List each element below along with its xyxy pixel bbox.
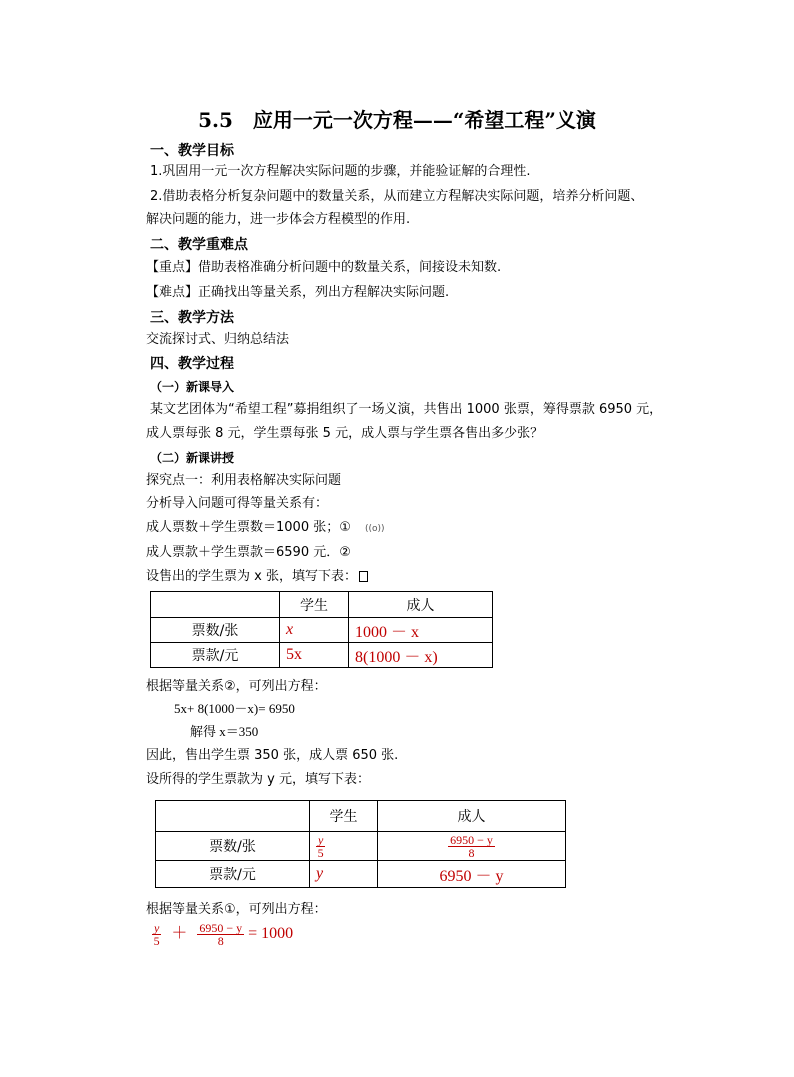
table-x-cell-adult-count: 1000 － x xyxy=(349,618,493,643)
frac-num: y xyxy=(318,832,324,847)
relation-2: 成人票款＋学生票款＝6590 元．② xyxy=(146,545,351,560)
table-x-cell-student-money: 5x xyxy=(280,643,349,668)
section-heading-process: 四、教学过程 xyxy=(150,356,234,372)
objective-2a: 2.借助表格分析复杂问题中的数量关系，从而建立方程解决实际问题，培养分析问题、 xyxy=(150,189,644,204)
fraction-y-over-5-final xyxy=(152,922,161,947)
set-y-text: 设所得的学生票款为 y 元，填写下表： xyxy=(146,772,370,787)
difficult-point: 【难点】正确找出等量关系，列出方程解决实际问题. xyxy=(146,285,450,300)
explore-point: 探究点一：利用表格解决实际问题 xyxy=(146,473,342,488)
intro-problem-a: 某文艺团体为“希望工程”募捐组织了一场义演，共售出 1000 张票，筹得票款 6950 元， xyxy=(150,402,663,417)
table-x-header-student: 学生 xyxy=(280,592,349,618)
table-y-header-student: 学生 xyxy=(310,801,378,832)
frac-num: 6950 − y xyxy=(199,920,243,935)
fraction-adult-final xyxy=(197,922,244,947)
placeholder-box-icon xyxy=(359,571,368,582)
subheading-intro: （一）新课导入 xyxy=(150,380,235,394)
fraction-adult-count xyxy=(448,834,495,859)
frac-den: 5 xyxy=(317,845,324,860)
set-x-label: 设售出的学生票为 x 张，填写下表： xyxy=(146,569,357,584)
table-y-header-adult: 成人 xyxy=(378,801,566,832)
table-x-header-adult: 成人 xyxy=(349,592,493,618)
section-heading-keypoints: 二、教学重难点 xyxy=(150,237,248,253)
subheading-lecture: （二）新课讲授 xyxy=(150,451,235,465)
section-heading-objectives: 一、教学目标 xyxy=(150,143,234,159)
table-x-cell-student-count: x xyxy=(280,618,349,643)
solution-1: 解得 x＝350 xyxy=(190,724,259,739)
section-heading-methods: 三、教学方法 xyxy=(150,310,234,326)
by-relation-2: 根据等量关系②，可列出方程： xyxy=(146,679,327,694)
table-y-corner xyxy=(156,801,310,832)
table-x-cell-adult-money: 8(1000 － x) xyxy=(349,643,493,668)
table-y-cell-adult-count xyxy=(378,832,566,861)
frac-den: 5 xyxy=(153,933,160,948)
table-x-row-money: 票款/元 xyxy=(151,643,280,668)
frac-num: y xyxy=(154,920,160,935)
methods-text: 交流探讨式、归纳总结法 xyxy=(146,332,290,347)
frac-den: 8 xyxy=(217,933,224,948)
analysis-text: 分析导入问题可得等量关系有： xyxy=(146,496,329,511)
key-point: 【重点】借助表格准确分析问题中的数量关系，间接设未知数. xyxy=(146,260,502,275)
relation-1 xyxy=(146,518,385,539)
set-x-text xyxy=(146,567,368,587)
signal-icon: ((o)) xyxy=(365,524,385,534)
table-y-row-count: 票数/张 xyxy=(156,832,310,861)
table-y-row-money: 票款/元 xyxy=(156,861,310,888)
table-y xyxy=(155,800,566,888)
fraction-y-over-5 xyxy=(316,834,325,859)
page-title: 5.5 应用一元一次方程——“希望工程”义演 xyxy=(198,108,596,132)
conclusion: 因此，售出学生票 350 张，成人票 650 张. xyxy=(146,748,399,763)
intro-problem-b: 成人票每张 8 元，学生票每张 5 元，成人票与学生票各售出多少张？ xyxy=(146,426,544,441)
equation-rhs: = 1000 xyxy=(248,925,294,942)
table-x-row-count: 票数/张 xyxy=(151,618,280,643)
objective-2b: 解决问题的能力，进一步体会方程模型的作用. xyxy=(146,212,411,227)
plus-sign: ＋ xyxy=(171,925,188,942)
frac-den: 8 xyxy=(468,845,475,860)
table-x-corner xyxy=(151,592,280,618)
relation-1-text: 成人票数＋学生票数＝1000 张；① xyxy=(146,520,351,535)
final-equation xyxy=(152,920,293,947)
frac-num: 6950 − y xyxy=(450,832,493,847)
equation-1: 5x+ 8(1000－x)= 6950 xyxy=(174,701,295,716)
objective-1: 1.巩固用一元一次方程解决实际问题的步骤，并能验证解的合理性. xyxy=(150,164,531,179)
table-y-cell-adult-money: 6950 － y xyxy=(378,861,566,888)
table-x xyxy=(150,591,493,668)
table-y-cell-student-count xyxy=(310,832,378,861)
by-relation-1: 根据等量关系①，可列出方程： xyxy=(146,902,327,917)
table-y-cell-student-money: y xyxy=(310,861,378,888)
